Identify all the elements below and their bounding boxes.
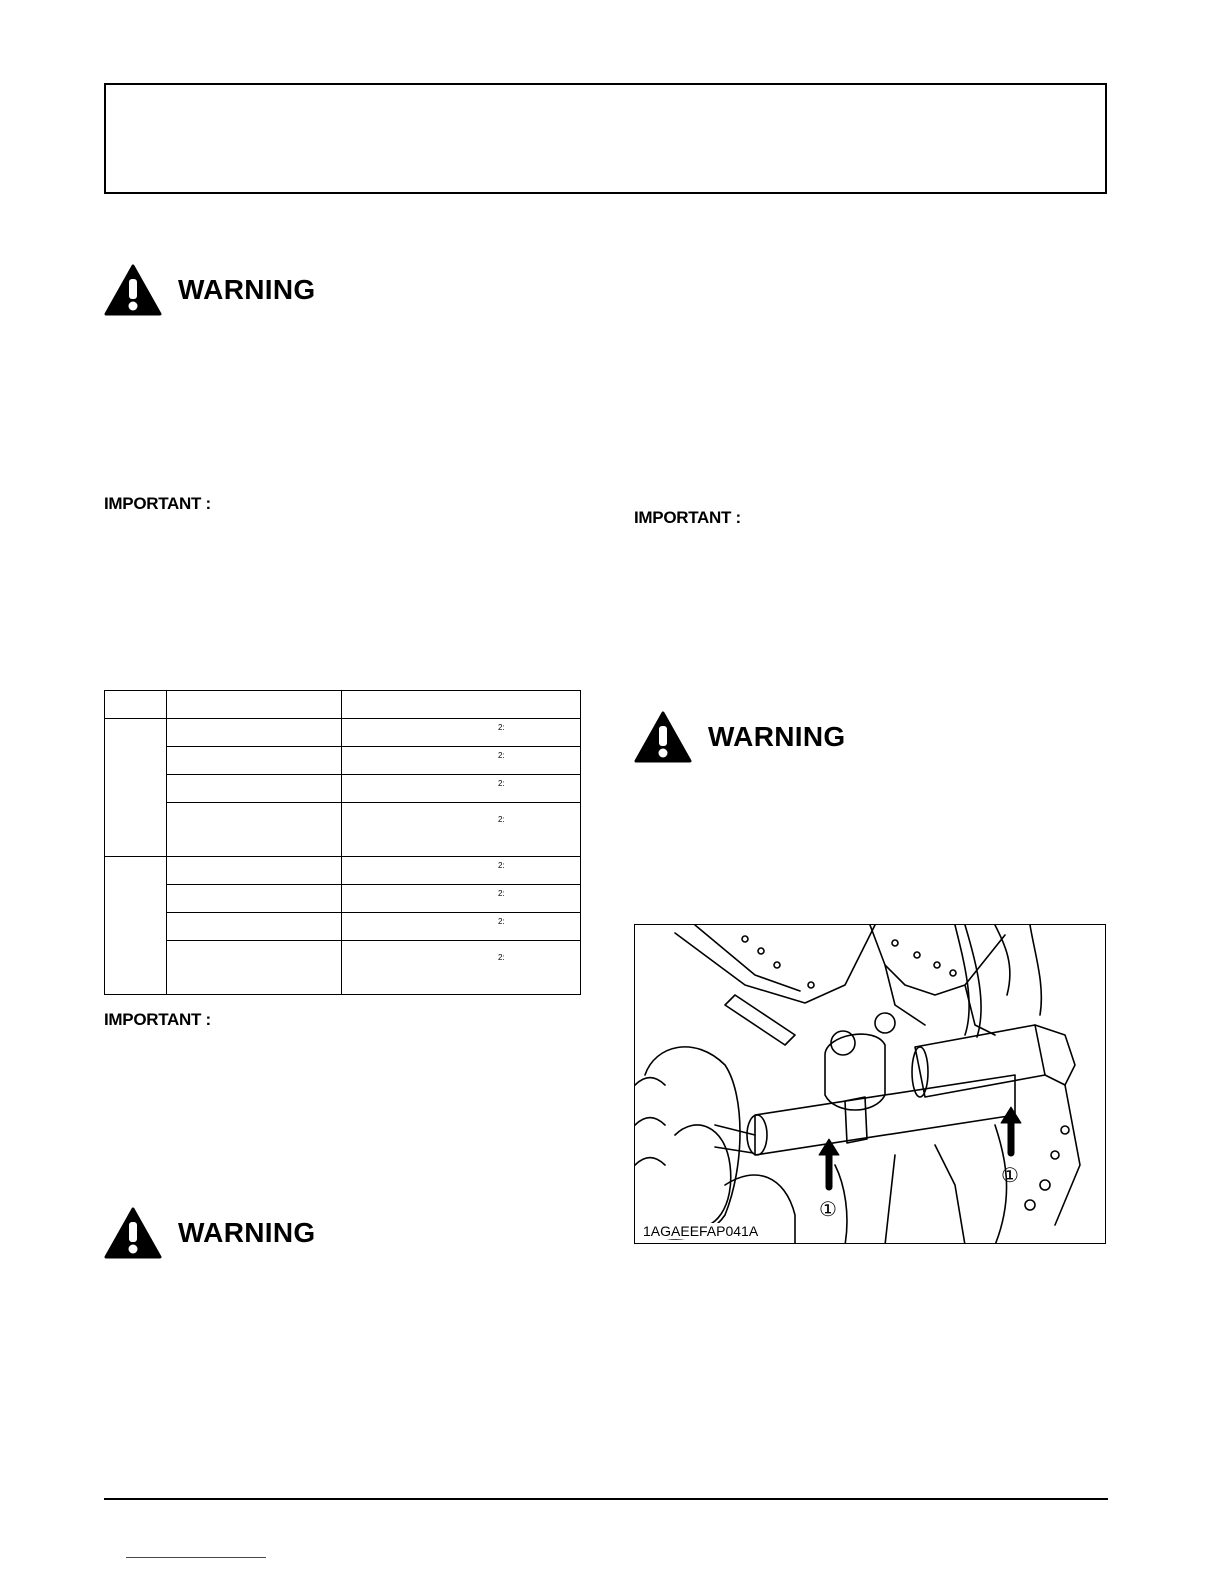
important-label-1: IMPORTANT : [104,494,211,513]
table-row [105,719,581,747]
superscript-mark: 2: [498,917,505,926]
figure-steering-cylinder [634,924,1106,1244]
table-row [105,803,581,857]
important-label-2: IMPORTANT : [104,1010,211,1029]
table-row [105,941,581,995]
warning-label: WARNING [708,721,846,752]
table-cell [167,857,342,885]
warning-triangle-icon [104,1207,162,1259]
table-cell [167,775,342,803]
header-box [104,83,1107,194]
warning-block-2 [634,711,845,763]
table-row [105,775,581,803]
superscript-mark: 2: [498,815,505,824]
table-row [105,885,581,913]
superscript-mark: 2: [498,861,505,870]
table-cell [342,747,581,775]
table-cell [342,885,581,913]
figure-illustration [635,925,1106,1244]
table-cell [167,913,342,941]
superscript-mark: 2: [498,779,505,788]
table-cell [342,913,581,941]
warning-block-1 [104,264,315,316]
table-cell [342,941,581,995]
superscript-mark: 2: [498,723,505,732]
warning-block-3 [104,1207,315,1259]
table-cell [342,857,581,885]
superscript-mark: 2: [498,889,505,898]
table-group-cell [105,857,167,995]
table-cell [342,691,581,719]
superscript-mark: 2: [498,953,505,962]
superscript-mark: 2: [498,751,505,760]
table-header-row [105,691,581,719]
table-cell [342,775,581,803]
table-cell [167,803,342,857]
table-cell [167,885,342,913]
figure-code: 1AGAEEFAP041A [643,1223,759,1239]
footer-rule [104,1498,1108,1500]
callout-number: ① [1001,1165,1019,1187]
table-cell [342,719,581,747]
table-cell [167,941,342,995]
table-row [105,913,581,941]
table-group-cell [105,719,167,857]
table-cell [167,747,342,775]
warning-triangle-icon [634,711,692,763]
footer-link-underline[interactable] [126,1557,266,1558]
spec-table [104,690,581,995]
important-label-3: IMPORTANT : [634,508,741,527]
warning-triangle-icon [104,264,162,316]
warning-label: WARNING [178,274,316,305]
table-cell [167,691,342,719]
callout-number: ① [819,1199,837,1221]
table-row [105,857,581,885]
table-row [105,747,581,775]
warning-label: WARNING [178,1217,316,1248]
table-cell [342,803,581,857]
table-cell [167,719,342,747]
table-cell [105,691,167,719]
